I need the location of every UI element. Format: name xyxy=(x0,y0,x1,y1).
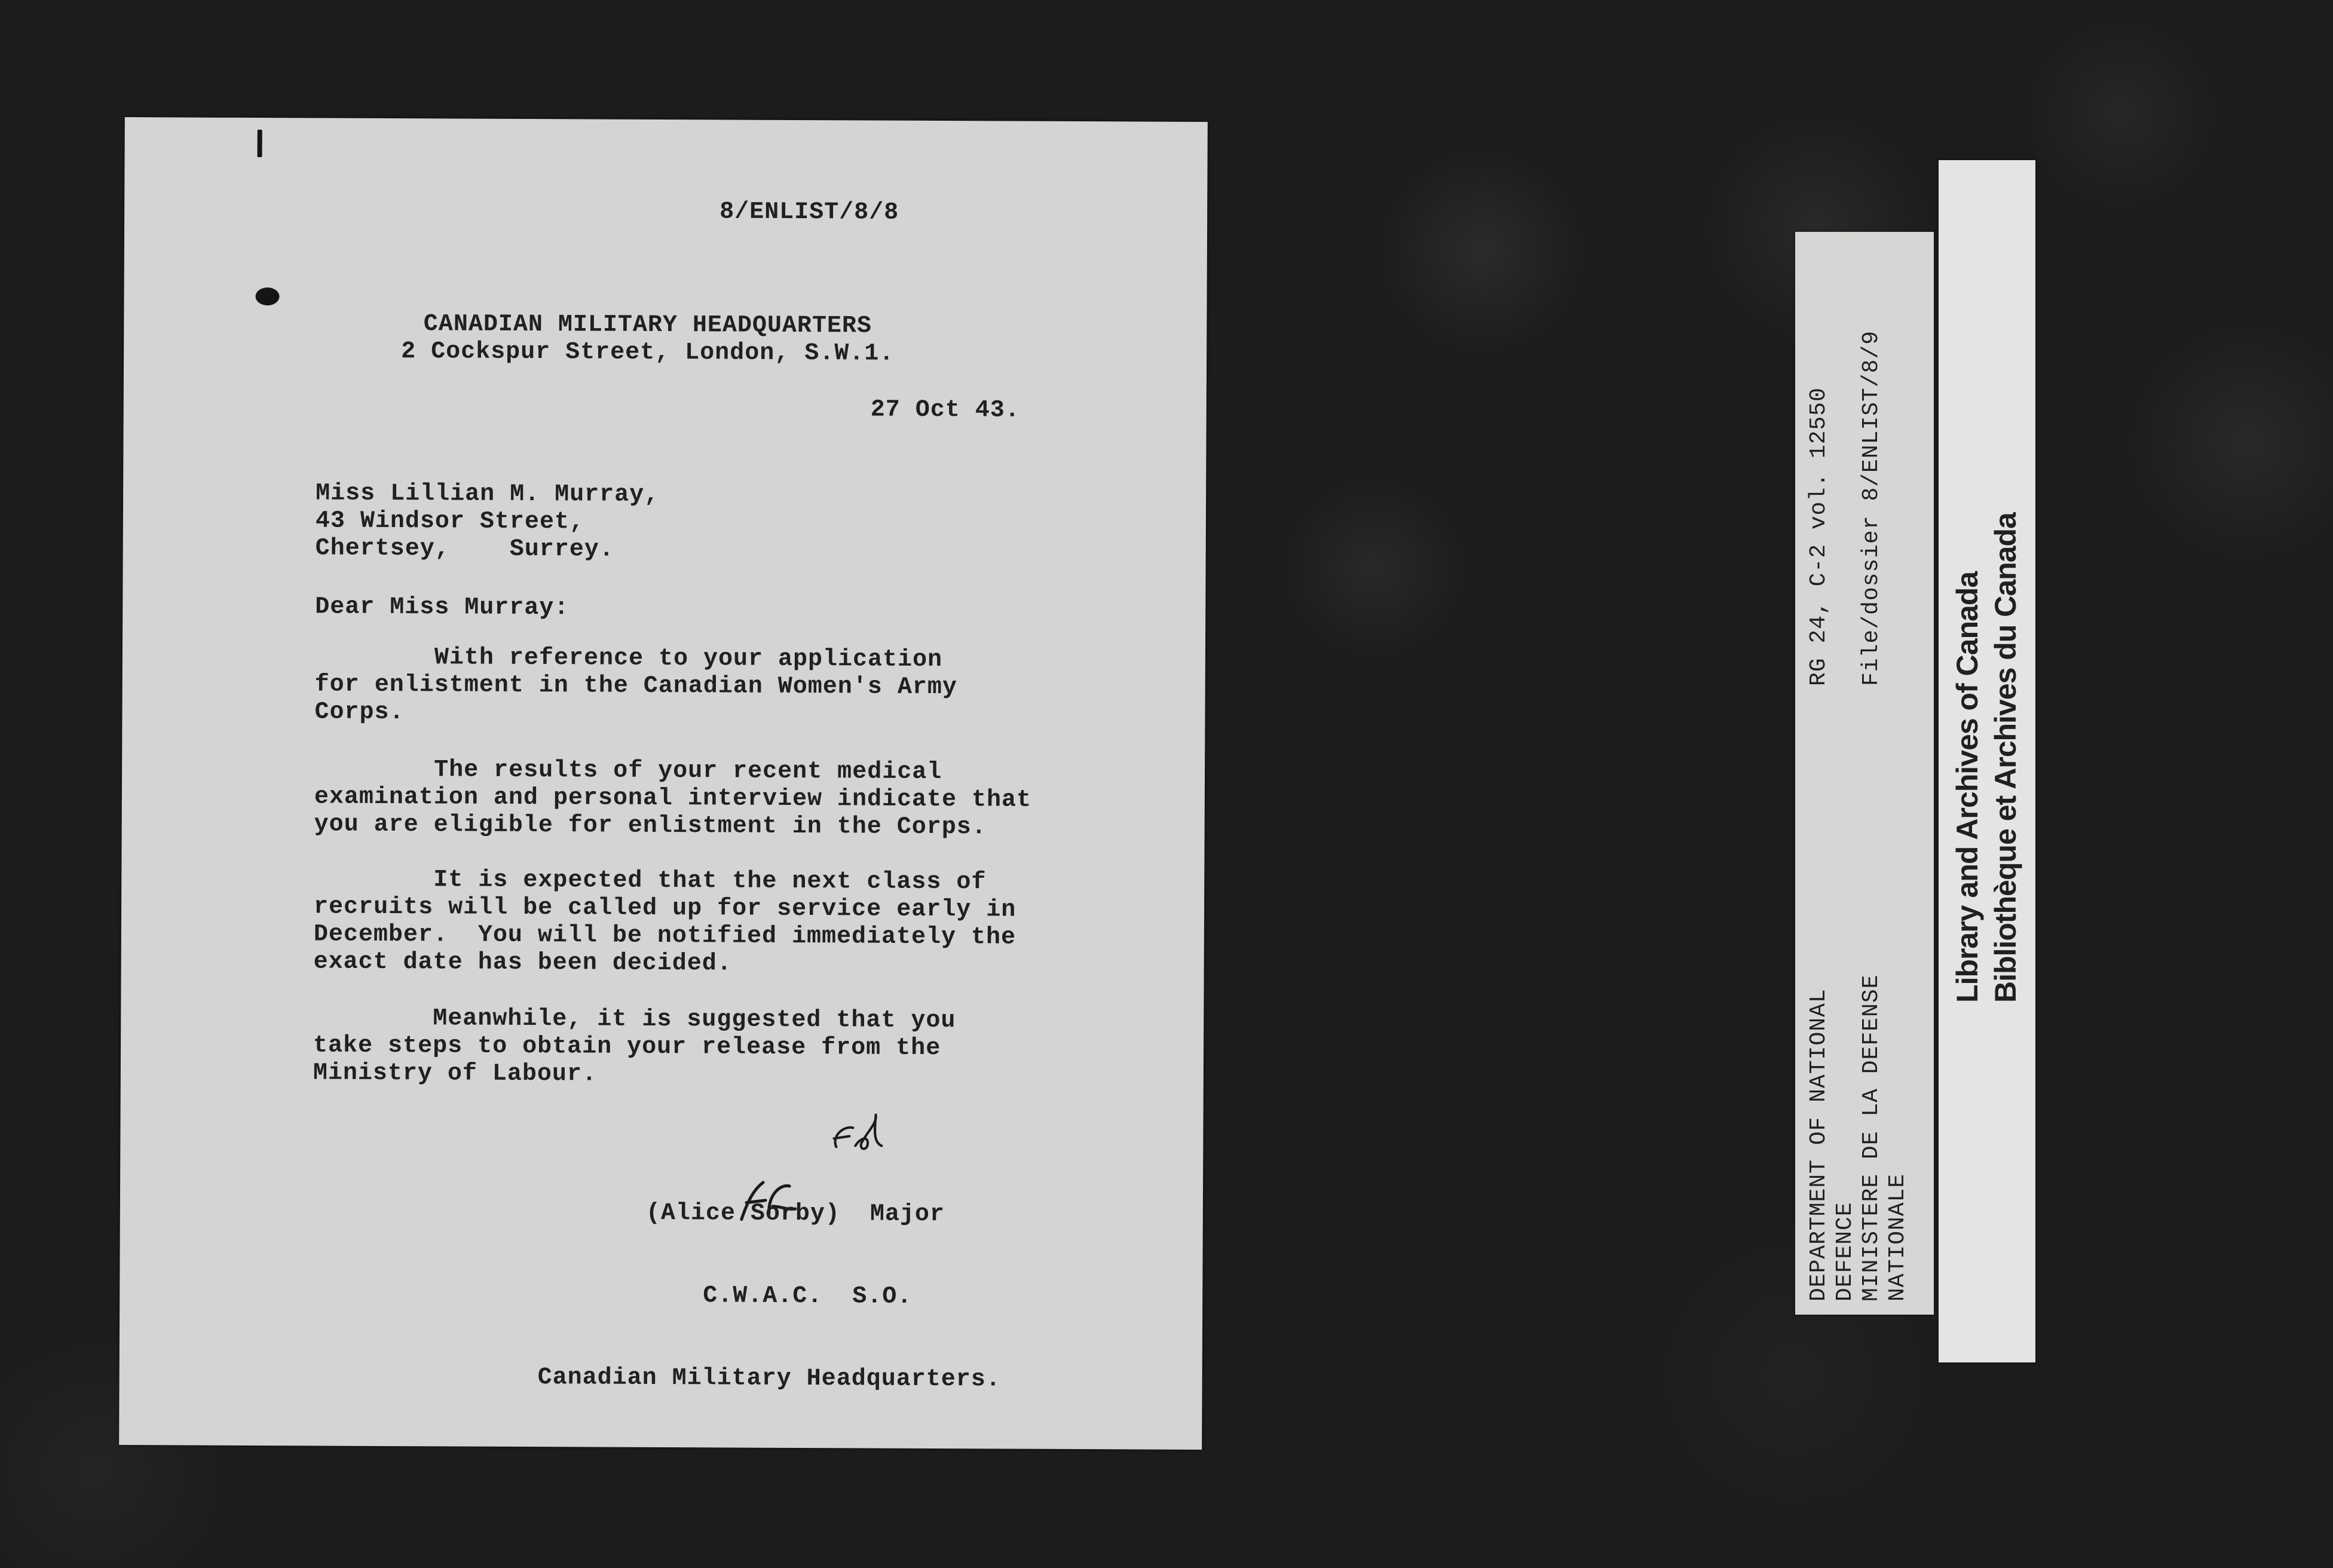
letterhead-title: CANADIAN MILITARY HEADQUARTERS xyxy=(423,311,872,340)
record-group-reference: RG 24, C-2 vol. 12550 xyxy=(1806,387,1832,686)
dept-line-3: MINISTERE DE LA DEFENSE xyxy=(1859,974,1884,1301)
recipient-town: Chertsey, Surrey. xyxy=(315,535,614,564)
letter-date: 27 Oct 43. xyxy=(870,396,1020,424)
staple-mark xyxy=(258,130,262,157)
archives-lines xyxy=(1948,513,2025,1003)
salutation: Dear Miss Murray: xyxy=(315,593,570,622)
archives-english: Library and Archives of Canada xyxy=(1951,571,1984,1003)
signature-title: C.W.A.C. S.O. xyxy=(703,1282,913,1310)
recipient-street: 43 Windsor Street, xyxy=(315,507,585,536)
paragraph-1: With reference to your application for enlistment in the Canadian Women's Army Corps. xyxy=(314,644,957,727)
paragraph-3: It is expected that the next class of recruits will be called up for service early in December. You will be notified immediately the exact date has been decided. xyxy=(313,866,1017,978)
letter-sheet xyxy=(119,117,1208,1450)
recipient-address xyxy=(316,480,660,564)
paragraph-4: Meanwhile, it is suggested that you take steps to obtain your release from the Ministry of Labour. xyxy=(313,1004,956,1088)
punch-mark xyxy=(255,287,279,305)
dept-line-1: DEPARTMENT OF NATIONAL xyxy=(1806,988,1832,1301)
paragraph-2: The results of your recent medical examination and personal interview indicate that you are eligible for enlistment in the Corps. xyxy=(314,756,1032,841)
department-reference-lines xyxy=(1806,330,1885,686)
archives-label xyxy=(1939,160,2035,1362)
signature-block xyxy=(537,1145,1002,1449)
department-lines xyxy=(1806,975,1911,1302)
signature-unit: Canadian Military Headquarters. xyxy=(537,1364,1001,1394)
file-reference: 8/ENLIST/8/8 xyxy=(720,198,899,226)
recipient-name: Miss Lillian M. Murray, xyxy=(316,480,660,509)
letterhead-address: 2 Cockspur Street, London, S.W.1. xyxy=(401,338,895,368)
dept-line-4: NATIONALE xyxy=(1885,1173,1911,1301)
signature-name: (Alice Sorby) Major xyxy=(645,1199,945,1229)
archives-french: Bibliothèque et Archives du Canada xyxy=(1989,513,2022,1003)
letterhead xyxy=(401,311,895,368)
file-dossier-reference: File/dossier 8/ENLIST/8/9 xyxy=(1859,330,1884,686)
department-label xyxy=(1795,232,1934,1315)
dept-line-2: DEFENCE xyxy=(1832,1202,1858,1301)
